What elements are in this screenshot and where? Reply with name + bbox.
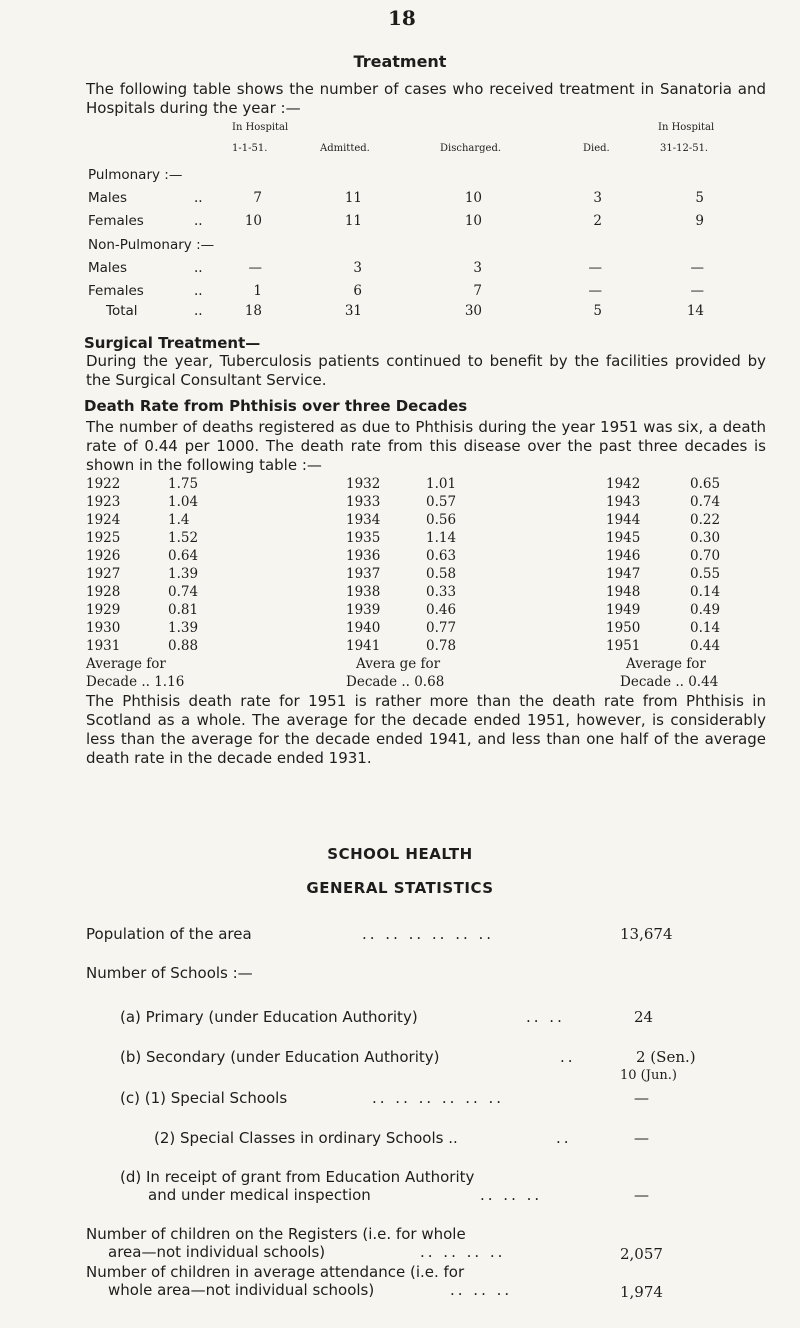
rate-value: 0.78: [426, 638, 457, 654]
rate-year: 1922: [86, 476, 121, 492]
registers-label: Number of children on the Registers (i.e. for whole: [86, 1225, 466, 1243]
average-value: Decade .. 0.68: [346, 674, 445, 690]
rate-value: 1.04: [168, 494, 199, 510]
schools-item-value: 24: [634, 1008, 654, 1026]
population-value: 13,674: [620, 925, 673, 943]
phthisis-heading: Death Rate from Phthisis over three Decades: [84, 397, 468, 415]
table-cell-admitted: 3: [353, 260, 362, 276]
rate-year: 1933: [346, 494, 381, 510]
school-health-heading: SCHOOL HEALTH: [327, 845, 473, 863]
table-cell-start: 18: [244, 303, 262, 319]
rate-year: 1931: [86, 638, 121, 654]
schools-item-label-cont: and under medical inspection: [148, 1186, 371, 1204]
table-cell-start: —: [248, 260, 262, 276]
schools-item-label: (c) (1) Special Schools: [120, 1089, 288, 1107]
schools-item-value: —: [634, 1129, 649, 1147]
rate-value: 0.74: [690, 494, 721, 510]
table-cell-admitted: 6: [353, 283, 362, 299]
schools-item-label: (b) Secondary (under Education Authority): [120, 1048, 440, 1066]
schools-item-dots: .. .. ..: [480, 1186, 543, 1204]
rate-year: 1928: [86, 584, 121, 600]
rate-year: 1930: [86, 620, 121, 636]
rate-value: 0.57: [426, 494, 457, 510]
rate-value: 0.63: [426, 548, 457, 564]
intro-paragraph: The following table shows the number of cases who received treatment in Sanatoria and Hospitals during the year :—: [86, 80, 766, 117]
rate-year: 1927: [86, 566, 121, 582]
schools-item-dots: ..: [556, 1129, 572, 1147]
header-end-date: 31-12-51.: [660, 143, 709, 154]
table-cell-end: —: [690, 283, 704, 299]
rate-year: 1946: [606, 548, 641, 564]
rate-year: 1942: [606, 476, 641, 492]
rate-year: 1923: [86, 494, 121, 510]
schools-label: Number of Schools :—: [86, 964, 253, 982]
table-cell-died: 3: [593, 190, 602, 206]
table-cell-end: —: [690, 260, 704, 276]
rate-value: 0.56: [426, 512, 457, 528]
registers-dots: .. .. .. ..: [420, 1243, 506, 1261]
page-number: 18: [388, 6, 416, 30]
average-label: Average for: [626, 656, 706, 672]
schools-item-value-secondary: 10 (Jun.): [620, 1068, 677, 1083]
rate-value: 0.81: [168, 602, 199, 618]
surgical-heading: Surgical Treatment—: [84, 334, 261, 352]
rate-value: 0.88: [168, 638, 199, 654]
schools-item-dots: .. .. .. .. .. ..: [372, 1089, 505, 1107]
header-admitted: Admitted.: [320, 143, 370, 154]
average-value: Decade .. 0.44: [620, 674, 719, 690]
table-cell-died: 5: [593, 303, 602, 319]
rate-value: 1.75: [168, 476, 199, 492]
rate-value: 0.44: [690, 638, 721, 654]
average-label: Average for: [86, 656, 166, 672]
general-statistics-heading: GENERAL STATISTICS: [306, 879, 494, 897]
rate-year: 1944: [606, 512, 641, 528]
rate-year: 1937: [346, 566, 381, 582]
table-cell-discharged: 30: [464, 303, 482, 319]
rate-value: 0.55: [690, 566, 721, 582]
table-cell-admitted: 31: [344, 303, 362, 319]
rate-year: 1924: [86, 512, 121, 528]
table-cell-end: 5: [695, 190, 704, 206]
average-label: Avera ge for: [356, 656, 441, 672]
rate-value: 0.64: [168, 548, 199, 564]
table-row-dots: ..: [194, 213, 203, 229]
table-row-label: Total: [106, 303, 138, 319]
table-row-label: Males: [88, 190, 128, 206]
rate-value: 0.14: [690, 620, 721, 636]
header-in-hospital-end: In Hospital: [658, 122, 715, 133]
group-non-pulmonary: Non-Pulmonary :—: [88, 237, 215, 253]
header-start-date: 1-1-51.: [232, 143, 268, 154]
rate-value: 1.4: [168, 512, 190, 528]
rate-year: 1951: [606, 638, 641, 654]
rate-value: 1.52: [168, 530, 199, 546]
attendance-value: 1,974: [620, 1283, 663, 1301]
table-cell-admitted: 11: [344, 190, 362, 206]
attendance-label-cont: whole area—not individual schools): [108, 1281, 375, 1299]
table-cell-start: 1: [253, 283, 262, 299]
population-label: Population of the area: [86, 925, 252, 943]
rate-year: 1943: [606, 494, 641, 510]
rate-value: 1.01: [426, 476, 457, 492]
rate-value: 0.49: [690, 602, 721, 618]
rate-value: 0.14: [690, 584, 721, 600]
page-title: Treatment: [353, 52, 447, 71]
phthisis-intro: The number of deaths registered as due to Phthisis during the year 1951 was six, a death rate of 0.44 per 1000. The death rate from this disease over the past three decades is shown in the following table :—: [86, 418, 766, 474]
rate-year: 1939: [346, 602, 381, 618]
rate-value: 0.46: [426, 602, 457, 618]
header-discharged: Discharged.: [440, 143, 502, 154]
rate-value: 0.77: [426, 620, 457, 636]
rate-year: 1929: [86, 602, 121, 618]
schools-item-dots: ..: [560, 1048, 576, 1066]
rate-year: 1932: [346, 476, 381, 492]
schools-item-label: (a) Primary (under Education Authority): [120, 1008, 418, 1026]
attendance-label: Number of children in average attendance (i.e. for: [86, 1263, 465, 1281]
rate-value: 0.58: [426, 566, 457, 582]
schools-item-label: (2) Special Classes in ordinary Schools ..: [154, 1129, 458, 1147]
table-row-dots: ..: [194, 303, 203, 319]
rate-year: 1938: [346, 584, 381, 600]
table-cell-discharged: 10: [464, 213, 482, 229]
schools-item-value: 2 (Sen.): [636, 1048, 696, 1066]
rate-year: 1925: [86, 530, 121, 546]
rate-year: 1934: [346, 512, 381, 528]
table-row-label: Males: [88, 260, 128, 276]
table-cell-died: 2: [593, 213, 602, 229]
table-cell-start: 7: [253, 190, 262, 206]
schools-item-dots: .. ..: [526, 1008, 565, 1026]
schools-item-value: —: [634, 1186, 649, 1204]
rate-value: 0.30: [690, 530, 721, 546]
phthisis-conclusion: The Phthisis death rate for 1951 is rather more than the death rate from Phthisis in Scotland as a whole. The average for the decade ended 1951, however, is considerably less than the average for the decade ended 1941, and less than one half of the average death rate in the decade ended 1931.: [86, 692, 766, 767]
table-row-dots: ..: [194, 260, 203, 276]
average-value: Decade .. 1.16: [86, 674, 185, 690]
rate-year: 1941: [346, 638, 381, 654]
rate-year: 1950: [606, 620, 641, 636]
rate-value: 0.70: [690, 548, 721, 564]
table-cell-end: 14: [686, 303, 704, 319]
rate-year: 1949: [606, 602, 641, 618]
table-row-label: Females: [88, 213, 144, 229]
table-cell-died: —: [588, 283, 602, 299]
group-pulmonary: Pulmonary :—: [88, 167, 183, 183]
rate-year: 1948: [606, 584, 641, 600]
table-cell-admitted: 11: [344, 213, 362, 229]
table-row-dots: ..: [194, 283, 203, 299]
table-cell-died: —: [588, 260, 602, 276]
table-cell-start: 10: [244, 213, 262, 229]
rate-year: 1947: [606, 566, 641, 582]
registers-label-cont: area—not individual schools): [108, 1243, 326, 1261]
table-row-dots: ..: [194, 190, 203, 206]
rate-value: 1.14: [426, 530, 457, 546]
rate-value: 1.39: [168, 620, 199, 636]
schools-item-label: (d) In receipt of grant from Education Authority: [120, 1168, 475, 1186]
schools-item-value: —: [634, 1089, 649, 1107]
surgical-paragraph: During the year, Tuberculosis patients continued to benefit by the facilities provided by the Surgical Consultant Service.: [86, 352, 766, 389]
table-cell-discharged: 7: [473, 283, 482, 299]
table-cell-end: 9: [695, 213, 704, 229]
rate-value: 1.39: [168, 566, 199, 582]
rate-year: 1940: [346, 620, 381, 636]
table-cell-discharged: 3: [473, 260, 482, 276]
registers-value: 2,057: [620, 1245, 663, 1263]
header-in-hospital-start: In Hospital: [232, 122, 289, 133]
table-row-label: Females: [88, 283, 144, 299]
header-died: Died.: [583, 143, 610, 154]
rate-year: 1926: [86, 548, 121, 564]
table-cell-discharged: 10: [464, 190, 482, 206]
attendance-dots: .. .. ..: [450, 1281, 513, 1299]
rate-value: 0.74: [168, 584, 199, 600]
rate-year: 1945: [606, 530, 641, 546]
rate-year: 1935: [346, 530, 381, 546]
rate-value: 0.65: [690, 476, 721, 492]
population-dots: .. .. .. .. .. ..: [362, 925, 495, 943]
rate-value: 0.33: [426, 584, 457, 600]
rate-year: 1936: [346, 548, 381, 564]
rate-value: 0.22: [690, 512, 721, 528]
